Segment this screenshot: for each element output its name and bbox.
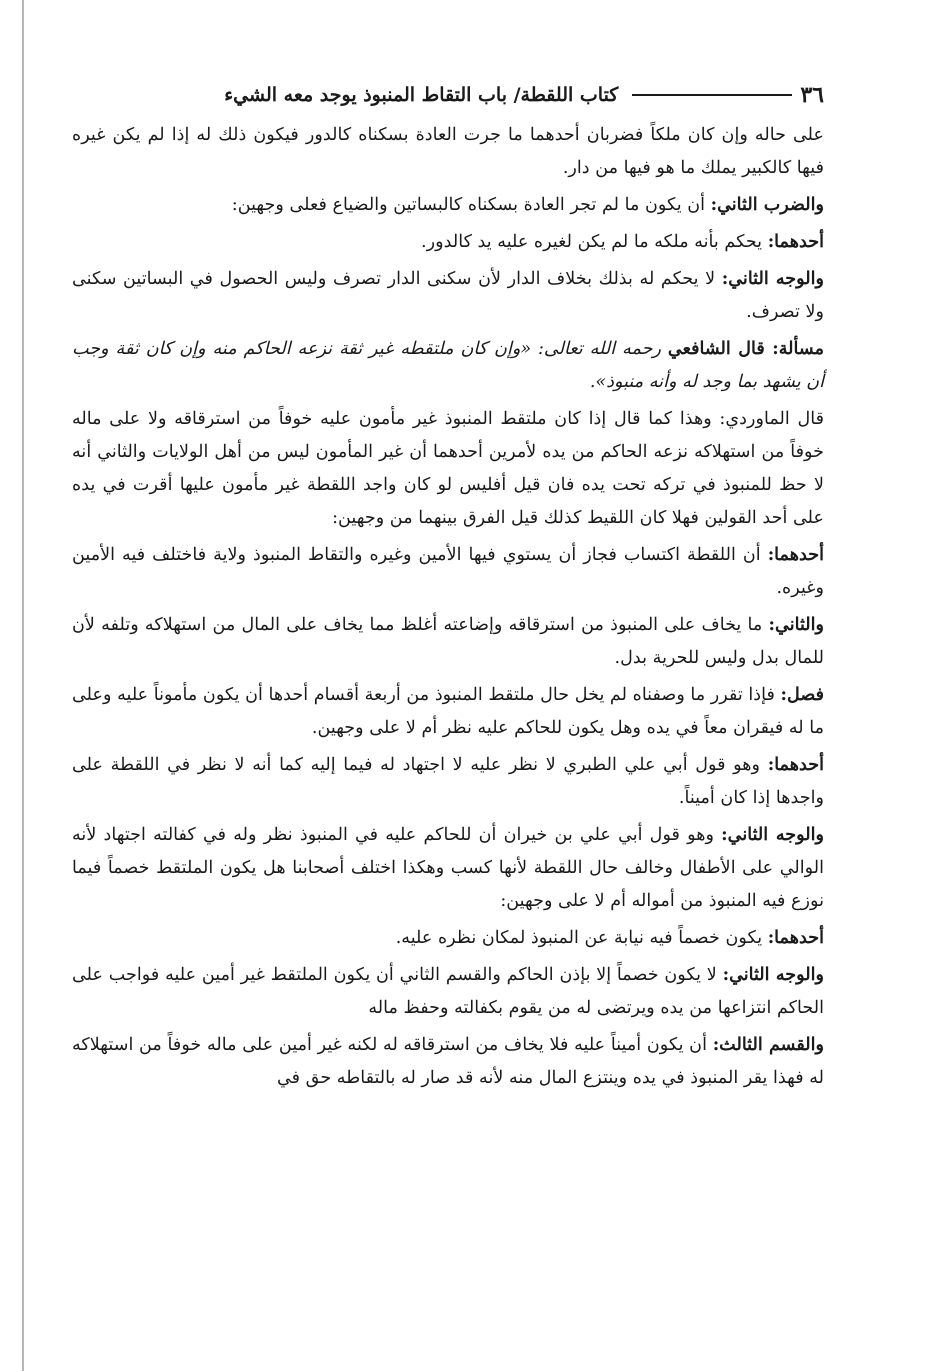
- paragraph-2: والضرب الثاني: أن يكون ما لم تجر العادة بسكناه كالبساتين والضياع فعلى وجهين:: [231, 194, 824, 215]
- paragraph-10: أحدهما: وهو قول أبي علي الطبري لا نظر عليه لا اجتهاد له فيما إليه كما أنه لا نظر في اللقطة على واجدها إذا كان أميناً.: [72, 754, 825, 808]
- paragraph-9: فصل: فإذا تقرر ما وصفناه لم يخل حال ملتقط المنبوذ من أربعة أقسام أحدها أن يكون مأموناً عليه وعلى ما له فيقران معاً في يده وهل يكون للحاكم عليه نظر أم لا على وجهين.: [72, 684, 825, 738]
- header-rule: [632, 94, 792, 96]
- paragraph-11: والوجه الثاني: وهو قول أبي علي بن خيران أن للحاكم عليه في المنبوذ نظر وله في كفالته اجتهاد لأنه الوالي على الأطفال وخالف حال اللقطة لأنها كسب وهكذا اختلف أصحابنا هل يكون الملتقط خصماً فيما نوزع فيه المنبوذ من أمواله أم لا على وجهين:: [72, 824, 824, 911]
- paragraph-8: والثاني: ما يخاف على المنبوذ من استرقاقه وإضاعته أغلظ مما يخاف على المال من استهلاكه وتلفه لأن للمال بدل وليس للحرية بدل.: [72, 614, 825, 668]
- running-header: [72, 78, 824, 112]
- running-title: كتاب اللقطة/ باب التقاط المنبوذ يوجد معه الشيء: [224, 84, 619, 106]
- page-number: ٣٦: [800, 82, 824, 108]
- paragraph-12: أحدهما: يكون خصماً فيه نيابة عن المنبوذ لمكان نظره عليه.: [395, 927, 824, 948]
- page-body: [72, 118, 824, 1098]
- paragraph-4: والوجه الثاني: لا يحكم له بذلك بخلاف الدار لأن سكنى الدار تصرف وليس الحصول في البساتين سكنى ولا تصرف.: [72, 268, 824, 322]
- paragraph-6: قال الماوردي: وهذا كما قال إذا كان ملتقط المنبوذ غير مأمون عليه خوفاً من استرقاقه ولا على ماله خوفاً من استهلاكه نزعه الحاكم من يده لأمرين أحدهما أن غير المأمون ليس من أهل الولايات والثاني أنه لا حظ للمنبوذ في تركه تحت يده فان قيل أفليس لو كان واجد اللقطة غير مأمون عليها أقرت في يده على أحد القولين فهلا كان اللقيط كذلك قيل الفرق بينهما من وجهين:: [72, 409, 824, 528]
- paragraph-5: مسألة: قال الشافعي رحمه الله تعالى: «وإن كان ملتقطه غير ثقة نزعه الحاكم منه وإن كان ثقة وجب أن يشهد بما وجد له وأنه منبوذ».: [72, 338, 824, 392]
- paragraph-3: أحدهما: يحكم بأنه ملكه ما لم يكن لغيره عليه يد كالدور.: [421, 231, 824, 252]
- paragraph-13: والوجه الثاني: لا يكون خصماً إلا بإذن الحاكم والقسم الثاني أن يكون الملتقط غير أمين عليه فواجب على الحاكم انتزاعها من يده ويرتضى له من يقوم بكفالته وحفظ ماله: [72, 964, 824, 1018]
- paragraph-1: على حاله وإن كان ملكاً فضربان أحدهما ما جرت العادة بسكناه كالدور فيكون ذلك له إذا لم يكن غيره فيها كالكبير يملك ما هو فيها من دار.: [72, 125, 825, 178]
- paragraph-14: والقسم الثالث: أن يكون أميناً عليه فلا يخاف من استرقاقه له لكنه غير أمين على ماله خوفاً من استهلاكه له فهذا يقر المنبوذ في يده وينتزع المال منه لأنه قد صار له بالتقاطه حق في: [72, 1034, 825, 1088]
- paragraph-7: أحدهما: أن اللقطة اكتساب فجاز أن يستوي فيها الأمين وغيره والتقاط المنبوذ ولاية فاختلف فيه الأمين وغيره.: [72, 544, 824, 598]
- page-edge-line: [22, 0, 24, 1371]
